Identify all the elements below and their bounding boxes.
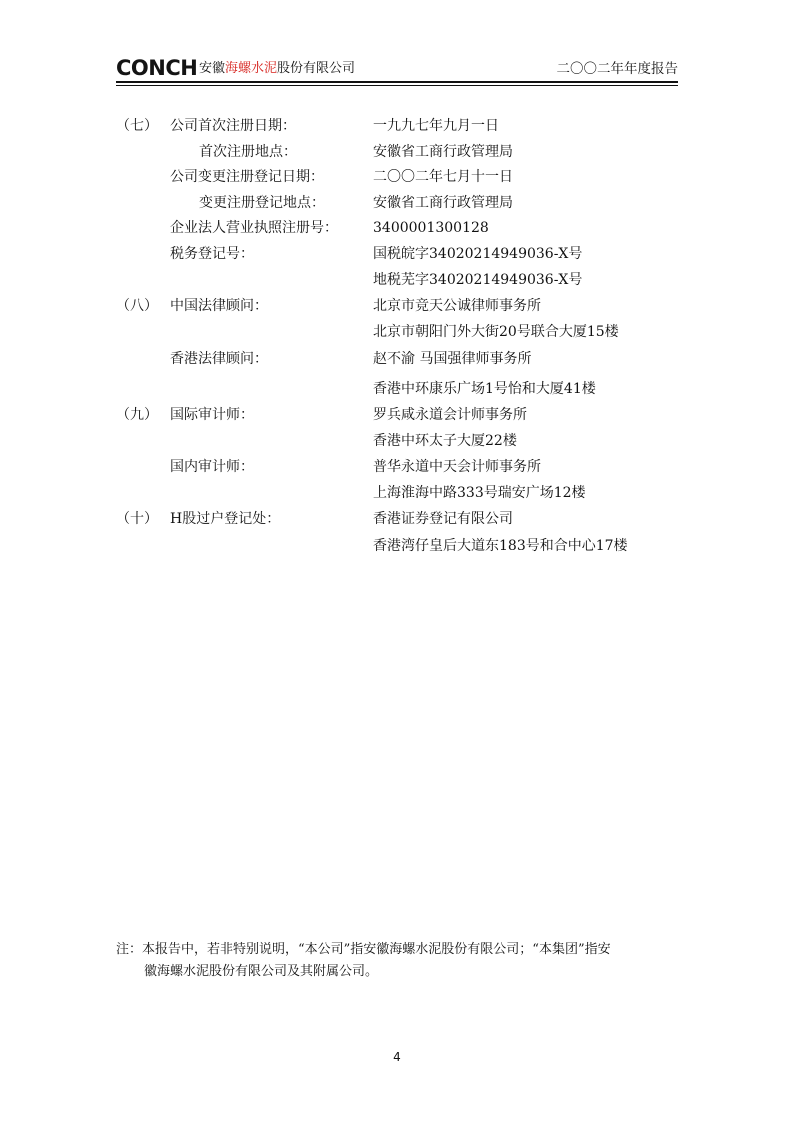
hk-legal-advisor-name: 赵不渝 马国强律师事务所	[373, 351, 532, 367]
change-registration-place-label: 变更注册登记地点：	[199, 195, 325, 211]
company-name	[199, 60, 355, 78]
international-auditor-name: 罗兵咸永道会计师事务所	[373, 407, 527, 423]
section-number-9: （九）	[116, 407, 158, 423]
footnote	[116, 939, 682, 983]
first-registration-date-value: 一九九七年九月一日	[373, 118, 499, 134]
h-share-registrar-name: 香港证券登记有限公司	[373, 511, 513, 527]
international-auditor-address: 香港中环太子大厦22楼	[373, 433, 517, 449]
h-share-registrar-address: 香港湾仔皇后大道东183号和合中心17楼	[373, 538, 628, 554]
prc-legal-advisor-label: 中国法律顾问：	[170, 298, 268, 314]
change-registration-date-label: 公司变更注册登记日期：	[170, 169, 324, 185]
first-registration-place-label: 首次注册地点：	[199, 144, 297, 160]
change-registration-date-value: 二〇〇二年七月十一日	[373, 169, 513, 185]
domestic-auditor-address: 上海淮海中路333号瑞安广场12楼	[373, 485, 586, 501]
footnote-line-2: 徽海螺水泥股份有限公司及其附属公司。	[144, 964, 379, 979]
header-rule-thick	[116, 81, 678, 83]
first-registration-date-label: 公司首次注册日期：	[170, 118, 296, 134]
page-number: 4	[393, 1050, 401, 1064]
section-number-10: （十）	[116, 511, 158, 527]
footnote-line-1: 注：本报告中，若非特别说明，“本公司”指安徽海螺水泥股份有限公司；“本集团”指安	[116, 942, 611, 957]
first-registration-place-value: 安徽省工商行政管理局	[373, 144, 513, 160]
domestic-auditor-label: 国内审计师：	[170, 459, 254, 475]
page-header	[116, 56, 678, 80]
section-number-7: （七）	[116, 118, 158, 134]
national-tax-number: 国税皖字34020214949036-X号	[373, 246, 583, 262]
h-share-registrar-label: H股过户登记处：	[170, 511, 281, 527]
conch-logo: CONCH	[116, 56, 198, 80]
international-auditor-label: 国际审计师：	[170, 407, 254, 423]
local-tax-number: 地税芜字34020214949036-X号	[373, 272, 583, 288]
report-title: 二〇〇二年年度报告	[556, 61, 678, 77]
hk-legal-advisor-label: 香港法律顾问：	[170, 351, 268, 367]
change-registration-place-value: 安徽省工商行政管理局	[373, 195, 513, 211]
domestic-auditor-name: 普华永道中天会计师事务所	[373, 459, 541, 475]
hk-legal-advisor-address: 香港中环康乐广场1号怡和大厦41楼	[373, 381, 596, 397]
section-number-8: （八）	[116, 298, 158, 314]
tax-registration-label: 税务登记号：	[170, 246, 254, 262]
company-name-highlight: 海螺水泥	[225, 61, 278, 76]
business-license-label: 企业法人营业执照注册号：	[170, 220, 338, 236]
prc-legal-advisor-address: 北京市朝阳门外大街20号联合大厦15楼	[373, 324, 619, 340]
prc-legal-advisor-name: 北京市竞天公诚律师事务所	[373, 298, 541, 314]
company-name-prefix: 安徽	[199, 61, 226, 76]
header-rule-thin	[116, 85, 678, 86]
company-name-suffix: 股份有限公司	[277, 61, 356, 76]
business-license-value: 3400001300128	[373, 220, 489, 236]
